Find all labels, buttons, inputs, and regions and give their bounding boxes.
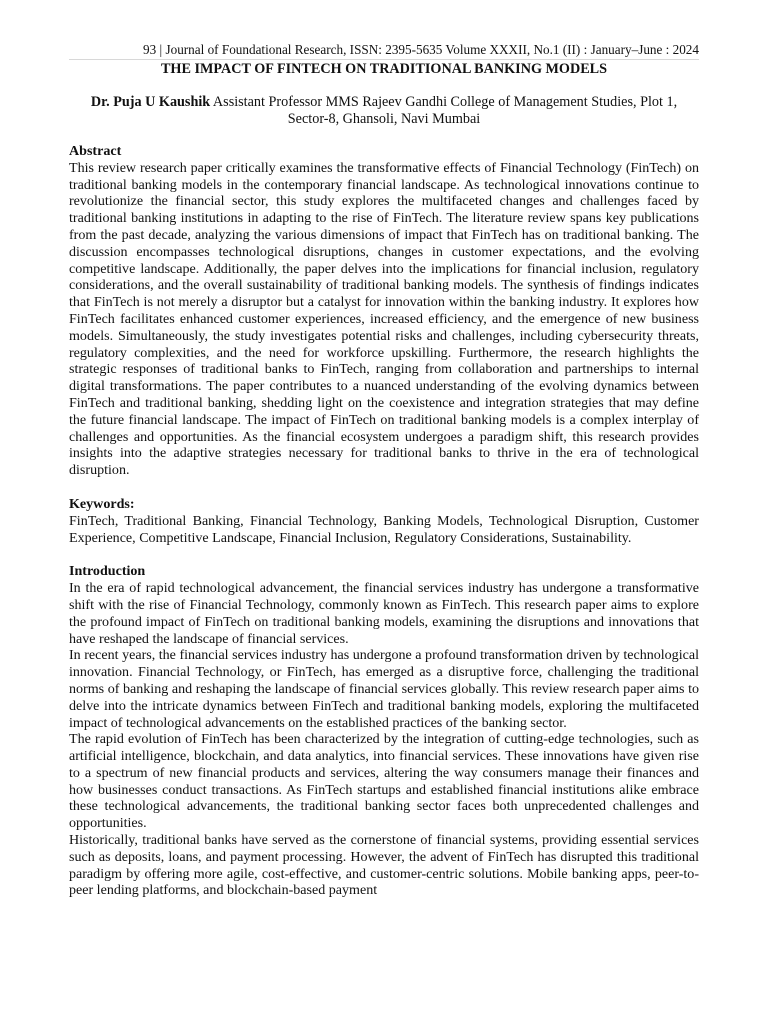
keywords-heading: Keywords: — [69, 495, 135, 512]
body-text — [69, 143, 699, 899]
abstract-text: This review research paper critically examines the transformative effects of Financial Technology (FinTech) on traditional banking models in the contemporary financial landscape. As technological innovations continue to revolutionize the financial sector, this study explores the multifaceted changes and challenges faced by traditional banking institutions in adapting to the rise of FinTech. The literature review spans key publications from the past decade, analyzing the various dimensions of impact that FinTech has on traditional banking. The discussion encompasses technological disruptions, changes in customer expectations, and the evolving competitive landscape. Additionally, the paper delves into the implications for financial inclusion, regulatory considerations, and the overall sustainability of traditional banking models. The synthesis of findings indicates that FinTech is not merely a disruptor but a catalyst for innovation within the banking industry. It explores how FinTech facilitates enhanced customer experiences, increased efficiency, and the emergence of new business models. Simultaneously, the study investigates potential risks and challenges, including cybersecurity threats, regulatory complexities, and the need for workforce upskilling. Furthermore, the research highlights the strategic responses of traditional banks to FinTech, ranging from collaboration and partnerships to internal digital transformations. The paper contributes to a nuanced understanding of the evolving dynamics between FinTech and traditional banking, shedding light on the coexistence and integration strategies that may define the future financial landscape. The impact of FinTech on traditional banking models is a complex interplay of challenges and opportunities. As the financial ecosystem undergoes a paradigm shift, this research provides insights into the adaptive strategies necessary for traditional banks to thrive in the era of technological disruption. — [69, 159, 699, 479]
paper-title: THE IMPACT OF FINTECH ON TRADITIONAL BANKING MODELS — [160, 61, 608, 77]
introduction-heading: Introduction — [69, 563, 146, 580]
author-line — [69, 94, 699, 128]
author-affiliation: Assistant Professor MMS Rajeev Gandhi College of Management Studies, Plot 1, Sector-8, Ghansoli, Navi Mumbai — [210, 94, 678, 127]
author-name: Dr. Puja U Kaushik — [90, 94, 211, 110]
introduction-paragraph: In recent years, the financial services industry has undergone a profound transformation driven by technological innovation. Financial Technology, or FinTech, has emerged as a disruptive force, challenging the traditional norms of banking and reshaping the landscape of financial services globally. This review research paper aims to delve into the intricate dynamics between FinTech and traditional banking models, exploring the multifaceted impact of technological advancements on the established practices of the banking sector. — [69, 647, 699, 731]
section-gap — [69, 479, 699, 496]
introduction-paragraph: In the era of rapid technological advancement, the financial services industry has undergone a transformative shift with the rise of Financial Technology, commonly known as FinTech. This research paper aims to explore the profound impact of FinTech on traditional banking models, examining the disruptions and innovations that have reshaped the landscape of financial services. — [69, 580, 699, 647]
running-head: 93 | Journal of Foundational Research, ISSN: 2395-5635 Volume XXXII, No.1 (II) : January–June : 2024 — [143, 42, 699, 57]
keywords-text: FinTech, Traditional Banking, Financial Technology, Banking Models, Technological Disruption, Customer Experience, Competitive Landscape, Financial Inclusion, Regulatory Considerations, Sustainability. — [69, 512, 699, 546]
section-gap — [69, 546, 699, 563]
introduction-paragraph: The rapid evolution of FinTech has been characterized by the integration of cutting-edge technologies, such as artificial intelligence, blockchain, and data analytics, into financial services. These innovations have given rise to a spectrum of new financial products and services, altering the way consumers manage their finances and how businesses conduct transactions. As FinTech startups and established financial institutions alike embrace these technological advancements, the traditional banking sector faces both unprecedented challenges and opportunities. — [69, 731, 699, 832]
introduction-paragraph: Historically, traditional banks have served as the cornerstone of financial systems, providing essential services such as deposits, loans, and payment processing. However, the advent of FinTech has disrupted this traditional paradigm by offering more agile, cost-effective, and customer-centric solutions. Mobile banking apps, peer-to-peer lending platforms, and blockchain-based payment — [69, 832, 699, 899]
abstract-heading: Abstract — [69, 143, 122, 159]
